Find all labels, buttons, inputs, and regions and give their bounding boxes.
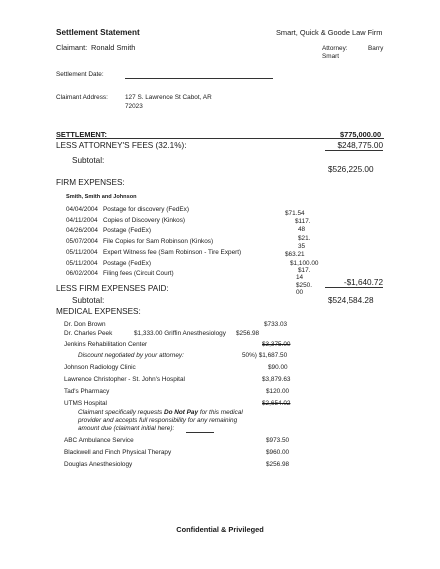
expense-amount: 14 <box>296 274 304 281</box>
expense-date: 05/07/2004 <box>66 238 98 245</box>
expense-description: Copies of Discovery (Kinkos) <box>103 217 186 224</box>
settlement-subtotal-amount: $526,225.00 <box>328 165 374 174</box>
expense-description: Postage (FedEx) <box>103 227 151 234</box>
claimant-label: Claimant: <box>56 43 88 52</box>
medical-expenses-heading: MEDICAL EXPENSES: <box>56 307 141 316</box>
expense-amount: 00 <box>296 289 304 296</box>
medical-provider: Dr. Don Brown <box>64 321 106 328</box>
do-not-pay-note-line3: amount due (claimant initial here): <box>78 425 175 432</box>
expense-date: 04/04/2004 <box>66 206 98 213</box>
medical-amount: $120.00 <box>266 388 290 395</box>
attorney-fees-label: LESS ATTORNEY'S FEES (32.1%): <box>56 141 187 150</box>
expense-description: Postage for discovery (FedEx) <box>103 206 189 213</box>
expense-description: File Copies for Sam Robinson (Kinkos) <box>103 238 214 245</box>
medical-provider: Jenkins Rehabilitation Center <box>64 341 148 348</box>
expense-description: Postage (FedEx) <box>103 260 151 267</box>
expense-description: Expert Witness fee (Sam Robinson - Tire Expert) <box>103 249 242 256</box>
medical-provider: UTMS Hospital <box>64 400 107 407</box>
attorney-last-name: Smart <box>322 53 340 60</box>
expense-amount: $63.21 <box>285 251 305 258</box>
expense-amount: 35 <box>298 243 306 250</box>
medical-amount: $733.03 <box>264 321 288 328</box>
expense-date: 04/11/2004 <box>66 217 98 224</box>
medical-amount: $256.98 <box>236 330 260 337</box>
medical-provider: Johnson Radiology Clinic <box>64 364 136 371</box>
medical-provider: Dr. Charles Peek <box>64 330 113 337</box>
expense-amount: $1,100.00 <box>290 260 319 267</box>
attorney-first-name: Barry <box>368 45 384 52</box>
expense-amount: $250. <box>296 282 312 289</box>
medical-provider: Lawrence Christopher - St. John's Hospital <box>64 376 185 383</box>
do-not-pay-note-line2: provider and accepts full responsibility for any remaining <box>78 417 238 424</box>
expense-amount: $21. <box>298 235 311 242</box>
medical-amount: $3,879.63 <box>262 376 291 383</box>
settlement-date-line <box>125 78 273 79</box>
claimant-name: Ronald Smith <box>91 43 136 52</box>
claimant-address-line1: 127 S. Lawrence St Cabot, AR <box>125 94 212 101</box>
medical-provider: Douglas Anesthesiology <box>64 461 133 468</box>
expense-amount: $17. <box>298 267 311 274</box>
confidential-footer: Confidential & Privileged <box>176 525 264 534</box>
firm-subtotal-amount: $524,584.28 <box>328 296 374 305</box>
expense-date: 04/26/2004 <box>66 227 98 234</box>
initial-line <box>186 432 214 433</box>
claimant-address-label: Claimant Address: <box>56 94 108 101</box>
firm-name: Smart, Quick & Goode Law Firm <box>276 28 383 37</box>
expense-amount: 48 <box>298 226 306 233</box>
medical-amount-struck: $3,375.00 <box>262 341 291 348</box>
attorney-label: Attorney: <box>322 45 348 52</box>
medical-provider-sub: $1,333.00 Griffin Anesthesiology <box>134 330 226 337</box>
expense-amount: $71.54 <box>285 210 305 217</box>
firm-subtotal-label: Subtotal: <box>72 296 105 305</box>
medical-amount-struck: $2,654.02 <box>262 400 291 407</box>
settlement-rule <box>56 138 384 139</box>
medical-amount: $973.50 <box>266 437 290 444</box>
medical-provider: ABC Ambulance Service <box>64 437 134 444</box>
medical-amount: $960.00 <box>266 449 290 456</box>
settlement-amount: $775,000.00 <box>340 130 382 139</box>
settlement-date-label: Settlement Date: <box>56 71 104 78</box>
claimant-address-line2: 72023 <box>125 103 143 110</box>
less-firm-expenses-label: LESS FIRM EXPENSES PAID: <box>56 284 169 293</box>
document-title: Settlement Statement <box>56 28 140 37</box>
settlement-label: SETTLEMENT: <box>56 130 107 139</box>
medical-provider: Blackwell and Finch Physical Therapy <box>64 449 172 456</box>
firm-expenses-heading: FIRM EXPENSES: <box>56 178 125 187</box>
expense-firm-name: Smith, Smith and Johnson <box>66 194 137 200</box>
medical-amount: $90.00 <box>268 364 288 371</box>
expense-date: 05/11/2004 <box>66 249 98 256</box>
medical-provider: Tad's Pharmacy <box>64 388 110 395</box>
medical-amount: $256.98 <box>266 461 290 468</box>
expense-amount: $117. <box>295 218 311 225</box>
expense-date: 05/11/2004 <box>66 260 98 267</box>
discount-amount: 50%) $1,687.50 <box>242 352 288 359</box>
expense-date: 06/02/2004 <box>66 270 98 277</box>
attorney-fees-amount: $248,775.00 <box>325 141 383 151</box>
do-not-pay-note-line1: Claimant specifically requests Do Not Pay for this medical <box>78 409 243 416</box>
settlement-subtotal-label: Subtotal: <box>72 156 105 165</box>
expense-description: Filing fees (Circuit Court) <box>103 270 174 277</box>
discount-note: Discount negotiated by your attorney: <box>78 352 184 359</box>
less-firm-expenses-amount: -$1,640.72 <box>325 278 383 288</box>
